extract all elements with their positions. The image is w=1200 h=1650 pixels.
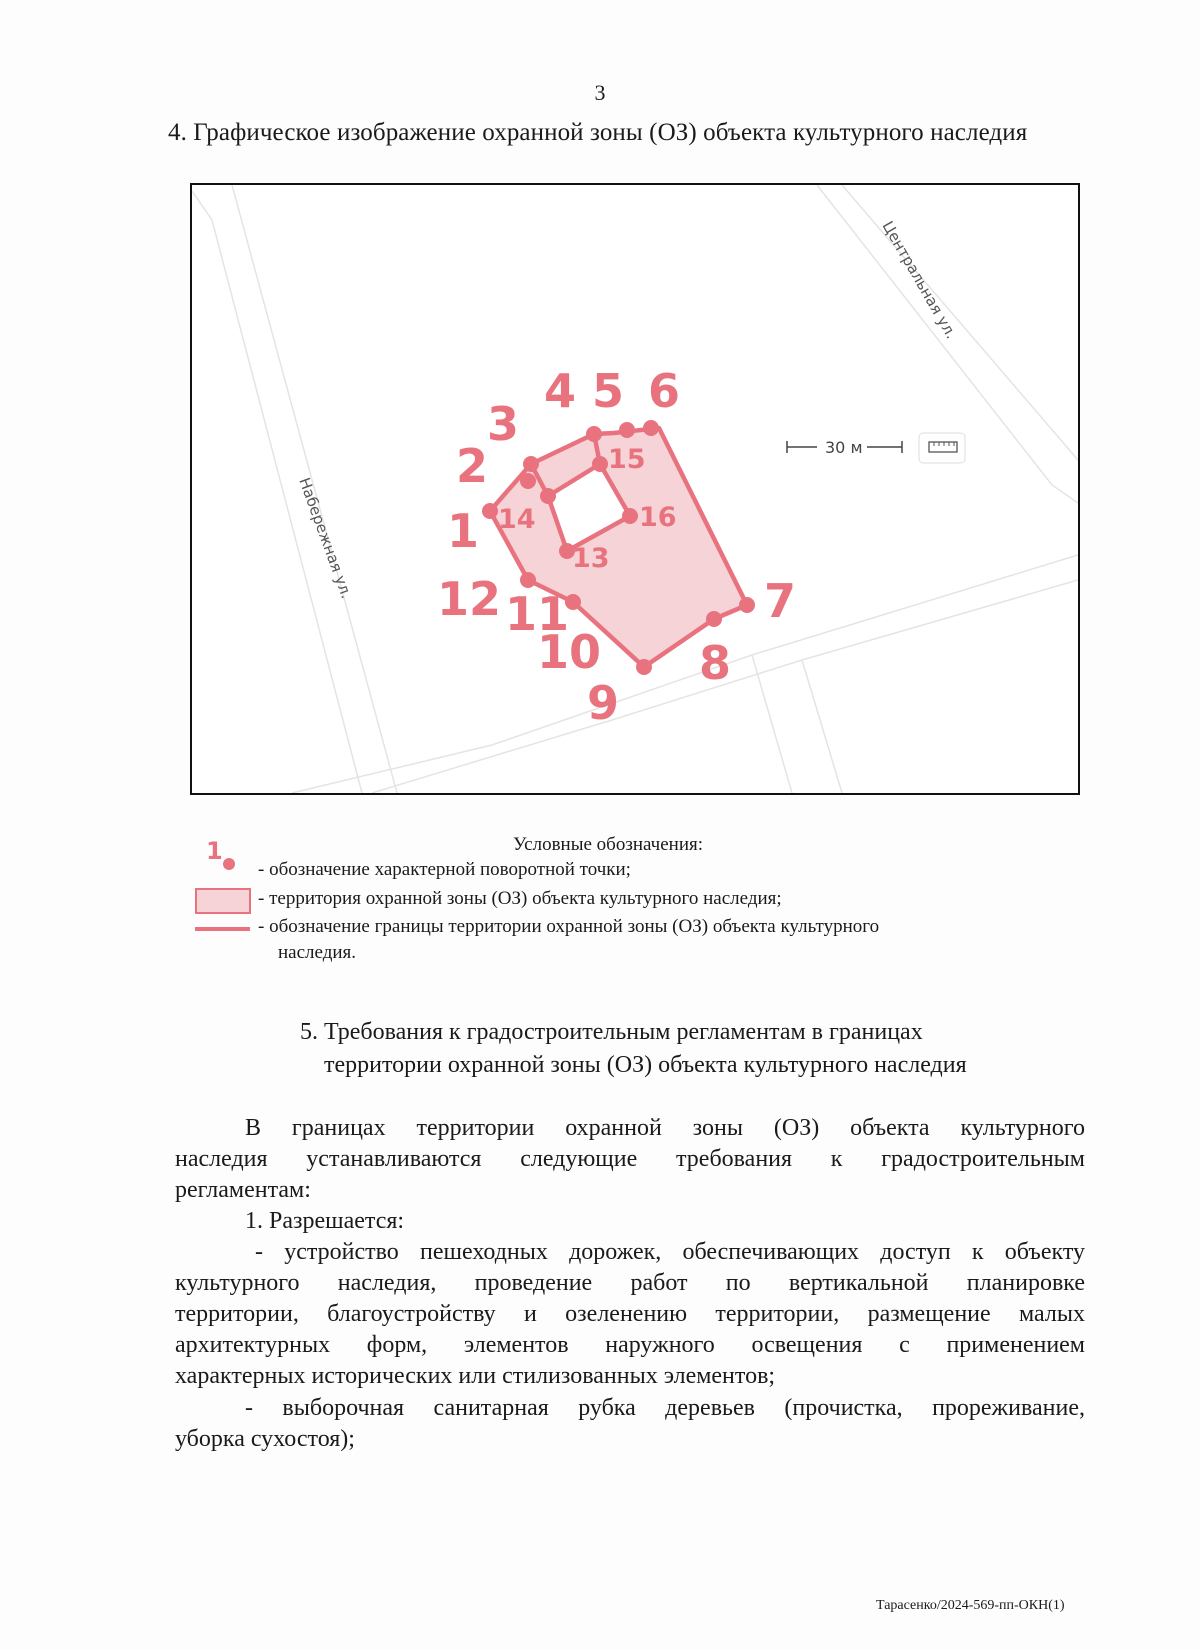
- point-label-14: 14: [498, 504, 536, 535]
- point-marker: [520, 473, 536, 489]
- street-label-embankment: Набережная ул.: [295, 475, 356, 601]
- point-label-7: 7: [764, 574, 797, 628]
- section-5-heading-line2: территории охранной зоны (ОЗ) объекта культурного наследия: [324, 1052, 967, 1078]
- point-marker: [586, 426, 602, 442]
- legend-point-dot: [223, 858, 235, 870]
- point-label-1: 1: [447, 504, 480, 558]
- legend-item-boundary-cont: наследия.: [278, 942, 357, 963]
- allowed-item-1-line1: - устройство пешеходных дорожек, обеспечивающих доступ к объекту: [255, 1239, 1085, 1265]
- point-label-16: 16: [639, 502, 677, 533]
- point-label-10: 10: [537, 625, 602, 679]
- protection-zone-map: [190, 183, 1080, 795]
- point-label-8: 8: [699, 636, 732, 690]
- point-marker: [482, 503, 498, 519]
- point-label-3: 3: [487, 397, 520, 451]
- point-marker: [619, 422, 635, 438]
- street-edge: [752, 655, 792, 793]
- point-label-9: 9: [587, 676, 620, 730]
- point-marker: [643, 420, 659, 436]
- scale-label: 30 м: [825, 438, 863, 457]
- street-edge: [802, 660, 842, 793]
- allowed-item-1-line3: территории, благоустройству и озеленению территории, размещение малых: [175, 1301, 1085, 1327]
- legend-item-zone: - территория охранной зоны (ОЗ) объекта культурного наследия;: [258, 888, 782, 909]
- point-label-2: 2: [456, 439, 489, 493]
- point-label-15: 15: [608, 444, 646, 475]
- point-marker: [520, 572, 536, 588]
- legend-title: Условные обозначения:: [513, 834, 704, 855]
- street-edge: [192, 191, 362, 793]
- point-label-5: 5: [592, 364, 625, 418]
- point-label-4: 4: [544, 364, 577, 418]
- body-intro-line2: наследия устанавливаются следующие требования к градостроительным: [175, 1146, 1085, 1172]
- map-canvas: [192, 185, 1078, 793]
- document-footer-code: Тарасенко/2024-569-пп-ОКН(1): [876, 1598, 1065, 1613]
- legend-boundary-line: [195, 927, 250, 931]
- point-label-6: 6: [648, 364, 681, 418]
- allowed-item-2-line2: уборка сухостоя);: [175, 1426, 355, 1452]
- point-marker: [739, 597, 755, 613]
- allowed-item-1-line2: культурного наследия, проведение работ по вертикальной планировке: [175, 1270, 1085, 1296]
- allowed-item-2-line1: - выборочная санитарная рубка деревьев (прочистка, прореживание,: [245, 1395, 1085, 1421]
- point-marker: [622, 508, 638, 524]
- point-marker: [540, 488, 556, 504]
- point-label-13: 13: [572, 543, 610, 574]
- point-label-12: 12: [437, 572, 502, 626]
- section-5-heading-line1: 5. Требования к градостроительным регламентам в границах: [300, 1019, 923, 1045]
- legend-zone-swatch: [195, 888, 251, 914]
- body-intro-line3: регламентам:: [175, 1177, 311, 1203]
- legend-item-boundary: - обозначение границы территории охранной зоны (ОЗ) объекта культурного: [258, 916, 880, 937]
- street-edge: [842, 185, 1078, 460]
- point-marker: [523, 456, 539, 472]
- body-intro-line1: В границах территории охранной зоны (ОЗ) объекта культурного: [245, 1115, 1085, 1141]
- street-label-central: Центральная ул.: [878, 218, 961, 342]
- point-marker: [592, 456, 608, 472]
- point-label-11: 11: [505, 587, 570, 641]
- allowed-heading: 1. Разрешается:: [245, 1208, 405, 1234]
- legend-item-point: - обозначение характерной поворотной точки;: [258, 859, 631, 880]
- point-marker: [706, 611, 722, 627]
- page-number: 3: [594, 80, 606, 105]
- legend-point-number: 1: [206, 837, 223, 865]
- allowed-item-1-line5: характерных исторических или стилизованных элементов;: [175, 1363, 776, 1389]
- point-marker: [636, 659, 652, 675]
- section-4-heading: 4. Графическое изображение охранной зоны (ОЗ) объекта культурного наследия: [168, 119, 1028, 146]
- section-5-heading: [300, 1016, 967, 1082]
- ruler-icon[interactable]: [919, 433, 965, 463]
- scale-bar: [787, 438, 902, 457]
- allowed-item-1-line4: архитектурных форм, элементов наружного освещения с применением: [175, 1332, 1085, 1358]
